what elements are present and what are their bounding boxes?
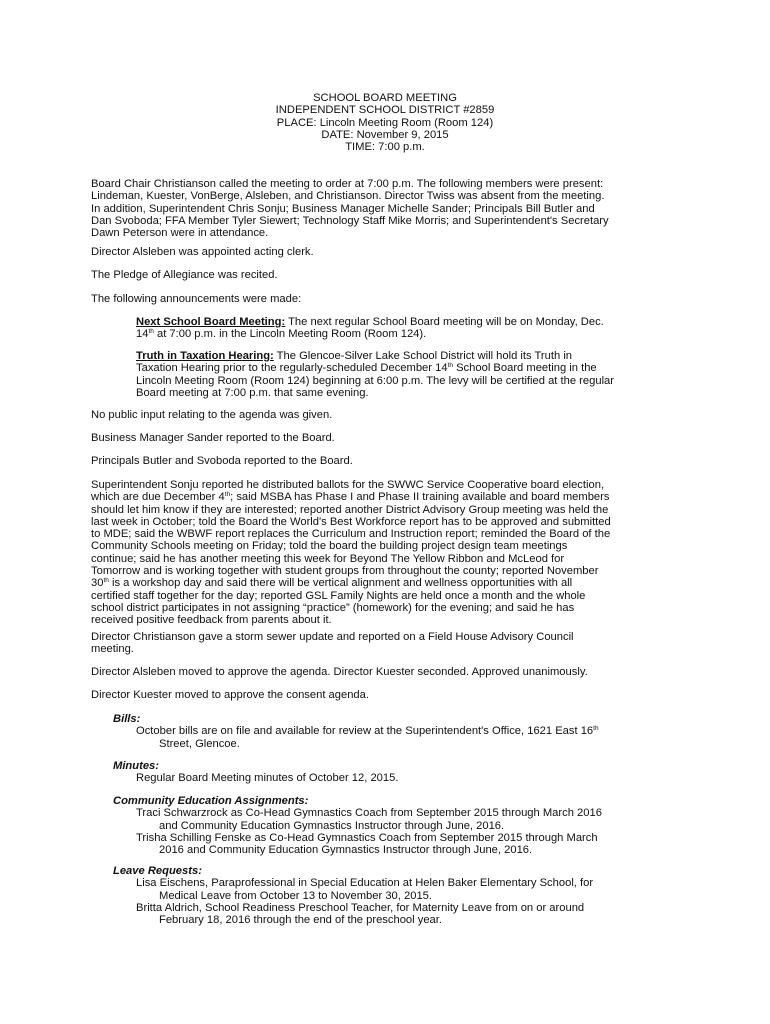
text-line: certified staff together for the day; reported GSL Family Nights are held once a month and the whole — [91, 589, 586, 602]
section-text: Trisha Schilling Fenske as Co-Head Gymnastics Coach from September 2015 through March — [136, 831, 598, 844]
announcement-next-meeting — [136, 316, 696, 341]
public-input-paragraph: No public input relating to the agenda was given. — [91, 409, 333, 421]
text-line: 30 — [91, 577, 104, 590]
section-text: Regular Board Meeting minutes of October 12, 2015. — [136, 772, 399, 785]
section-text: and Community Education Gymnastics Instructor through June, 2016. — [159, 819, 505, 832]
section-text: February 18, 2016 through the end of the preschool year. — [159, 914, 442, 927]
section-text: Traci Schwarzrock as Co-Head Gymnastics Coach from September 2015 through March 2016 — [136, 807, 602, 820]
announcement-heading: Next School Board Meeting: — [136, 316, 286, 328]
text-line: Dawn Peterson were in attendance. — [91, 227, 269, 240]
text-line: ; said MSBA has Phase I and Phase II training available and board members — [230, 491, 610, 504]
text-line: continue; said he has another meeting this week for Beyond The Yellow Ribbon and McLeod for — [91, 552, 565, 565]
section-text: Britta Aldrich, School Readiness Preschool Teacher, for Maternity Leave from on or around — [136, 901, 585, 914]
announcement-text: 14 — [136, 328, 149, 341]
superintendent-report-paragraph — [91, 479, 681, 627]
section-heading: Community Education Assignments: — [113, 795, 309, 807]
text-line: received positive feedback from parents about it. — [91, 614, 332, 627]
text-line: is a workshop day and said there will be vertical alignment and wellness opportunities with all — [108, 577, 573, 590]
section-text: Medical Leave from October 13 to November 30, 2015. — [159, 889, 432, 902]
text-line: meeting. — [91, 643, 134, 656]
consent-section-bills — [113, 713, 693, 750]
section-heading: Leave Requests: — [113, 865, 202, 877]
announcement-heading: Truth in Taxation Hearing: — [136, 350, 274, 362]
section-heading: Bills: — [113, 713, 141, 725]
text-line: Tomorrow and is working together with student groups from throughout the county; reported November — [91, 565, 599, 578]
text-line: last week in October; told the Board the World's Best Workforce report has to be approved and submitted — [91, 515, 611, 528]
text-line: Dan Svoboda; FFA Member Tyler Siewert; Technology Staff Mike Morris; and Superintendent's Secretary — [91, 214, 609, 227]
text-line: Board Chair Christianson called the meeting to order at 7:00 p.m. The following members were present: — [91, 178, 604, 190]
announcement-text: The Glencoe-Silver Lake School District will hold its Truth in — [273, 350, 573, 362]
announcement-truth-in-taxation — [136, 350, 696, 399]
business-manager-paragraph: Business Manager Sander reported to the Board. — [91, 432, 335, 444]
text-line: which are due December 4 — [91, 491, 225, 504]
ordinal-suffix: th — [148, 328, 154, 336]
announcement-text: Taxation Hearing prior to the regularly-scheduled December 14 — [136, 362, 448, 375]
consent-agenda-paragraph: Director Kuester moved to approve the consent agenda. — [91, 689, 369, 701]
consent-section-community-education — [113, 795, 693, 856]
header-district: INDEPENDENT SCHOOL DISTRICT #2859 — [275, 104, 495, 117]
header-place: PLACE: Lincoln Meeting Room (Room 124) — [276, 116, 494, 129]
consent-section-leave-requests — [113, 865, 693, 926]
ordinal-suffix: th — [103, 577, 109, 585]
text-line: Lindeman, Kuester, VonBerge, Alsleben, and Christianson. Director Twiss was absent from the meeting. — [91, 190, 605, 203]
text-line: should let him know if they are interested; reported another District Advisory Group meeting was held the — [91, 503, 609, 516]
section-text: Street, Glencoe. — [159, 737, 240, 750]
announcements-intro: The following announcements were made: — [91, 293, 302, 305]
ordinal-suffix: th — [447, 362, 453, 370]
announcement-text: The next regular School Board meeting will be on Monday, Dec. — [285, 316, 604, 328]
text-line: school district participates in not assigning “practice” (homework) for the evening; and said he has — [91, 601, 575, 614]
header-date: DATE: November 9, 2015 — [321, 128, 449, 141]
section-text: October bills are on file and available for review at the Superintendent's Office, 1621 East 16 — [136, 725, 594, 738]
call-to-order-paragraph — [91, 178, 681, 239]
announcement-text: at 7:00 p.m. in the Lincoln Meeting Room (Room 124). — [153, 328, 427, 341]
text-line: Superintendent Sonju reported he distributed ballots for the SWWC Service Cooperative board election, — [91, 479, 605, 491]
consent-section-minutes — [113, 760, 693, 785]
section-heading: Minutes: — [113, 760, 159, 772]
section-text: Lisa Eischens, Paraprofessional in Special Education at Helen Baker Elementary School, for — [136, 877, 594, 890]
section-text: 2016 and Community Education Gymnastics Instructor through June, 2016. — [159, 844, 533, 857]
announcement-text: School Board meeting in the — [452, 362, 597, 375]
header-time: TIME: 7:00 p.m. — [345, 141, 425, 154]
acting-clerk-paragraph: Director Alsleben was appointed acting clerk. — [91, 246, 314, 258]
text-line: Director Christianson gave a storm sewer update and reported on a Field House Advisory Council — [91, 631, 574, 643]
pledge-paragraph: The Pledge of Allegiance was recited. — [91, 269, 278, 281]
announcement-text: Lincoln Meeting Room (Room 124) beginning at 6:00 p.m. The levy will be certified at the regular — [136, 374, 615, 387]
principals-paragraph: Principals Butler and Svoboda reported to the Board. — [91, 455, 353, 467]
ordinal-suffix: th — [224, 491, 231, 499]
storm-sewer-paragraph — [91, 631, 681, 656]
text-line: In addition, Superintendent Chris Sonju; Business Manager Michelle Sander; Principals Bill Butler and — [91, 202, 595, 215]
text-line: to MDE; said the WBWF report replaces the Curriculum and Instruction report; reminded the Board of the — [91, 528, 611, 541]
meeting-header — [0, 92, 770, 153]
announcement-text: Board meeting at 7:00 p.m. that same evening. — [136, 386, 369, 399]
header-title: SCHOOL BOARD MEETING — [313, 92, 457, 104]
ordinal-suffix: th — [593, 725, 599, 733]
agenda-motion-paragraph: Director Alsleben moved to approve the agenda. Director Kuester seconded. Approved unanimously. — [91, 666, 588, 678]
text-line: Community Schools meeting on Friday; told the board the building project design team meetings — [91, 540, 568, 553]
